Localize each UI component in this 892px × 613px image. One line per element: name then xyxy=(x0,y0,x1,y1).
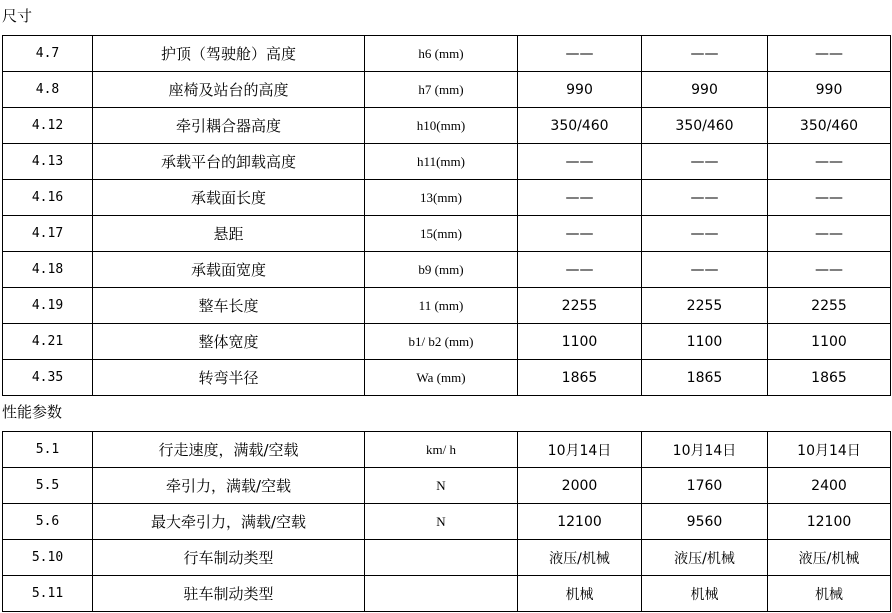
value-cell-1: —— xyxy=(518,216,642,252)
unit-cell: b9 (mm) xyxy=(365,252,518,288)
value-cell-2: 10月14日 xyxy=(642,432,768,468)
parameter-name-cell: 承载面长度 xyxy=(93,180,365,216)
value-cell-1: 1100 xyxy=(518,324,642,360)
value-cell-3: 1100 xyxy=(768,324,891,360)
parameter-name-cell: 悬距 xyxy=(93,216,365,252)
item-number-cell: 5.5 xyxy=(3,468,93,504)
table-row xyxy=(3,252,891,288)
parameter-name-cell: 最大牵引力，满载/空载 xyxy=(93,504,365,540)
unit-cell: 11 (mm) xyxy=(365,288,518,324)
value-cell-3: 1865 xyxy=(768,360,891,396)
parameter-name-cell: 行走速度，满载/空载 xyxy=(93,432,365,468)
value-cell-1: —— xyxy=(518,36,642,72)
item-number-cell: 5.11 xyxy=(3,576,93,612)
table-row xyxy=(3,180,891,216)
table-row xyxy=(3,216,891,252)
parameter-name-cell: 整车长度 xyxy=(93,288,365,324)
performance-table xyxy=(2,431,891,612)
value-cell-2: 1760 xyxy=(642,468,768,504)
value-cell-3: 2255 xyxy=(768,288,891,324)
value-cell-1: 12100 xyxy=(518,504,642,540)
value-cell-3: —— xyxy=(768,144,891,180)
parameter-name-cell: 承载面宽度 xyxy=(93,252,365,288)
table-row xyxy=(3,540,891,576)
unit-cell xyxy=(365,540,518,576)
unit-cell: N xyxy=(365,504,518,540)
table-row xyxy=(3,324,891,360)
item-number-cell: 4.7 xyxy=(3,36,93,72)
value-cell-2: —— xyxy=(642,252,768,288)
parameter-name-cell: 座椅及站台的高度 xyxy=(93,72,365,108)
value-cell-2: 1865 xyxy=(642,360,768,396)
value-cell-2: 机械 xyxy=(642,576,768,612)
value-cell-1: —— xyxy=(518,144,642,180)
item-number-cell: 5.6 xyxy=(3,504,93,540)
table-row xyxy=(3,576,891,612)
value-cell-1: 1865 xyxy=(518,360,642,396)
value-cell-2: 2255 xyxy=(642,288,768,324)
table-row xyxy=(3,72,891,108)
unit-cell: 15(mm) xyxy=(365,216,518,252)
value-cell-1: 液压/机械 xyxy=(518,540,642,576)
parameter-name-cell: 牵引力，满载/空载 xyxy=(93,468,365,504)
value-cell-2: —— xyxy=(642,216,768,252)
table-row xyxy=(3,360,891,396)
value-cell-2: 液压/机械 xyxy=(642,540,768,576)
parameter-name-cell: 整体宽度 xyxy=(93,324,365,360)
value-cell-3: 2400 xyxy=(768,468,891,504)
section-title-dimensions: 尺寸 xyxy=(2,7,33,25)
value-cell-1: 990 xyxy=(518,72,642,108)
value-cell-3: 350/460 xyxy=(768,108,891,144)
unit-cell: 13(mm) xyxy=(365,180,518,216)
value-cell-1: 2255 xyxy=(518,288,642,324)
item-number-cell: 4.8 xyxy=(3,72,93,108)
unit-cell: h10(mm) xyxy=(365,108,518,144)
value-cell-2: —— xyxy=(642,180,768,216)
item-number-cell: 4.18 xyxy=(3,252,93,288)
unit-cell: N xyxy=(365,468,518,504)
unit-cell: h6 (mm) xyxy=(365,36,518,72)
value-cell-1: 机械 xyxy=(518,576,642,612)
value-cell-1: 350/460 xyxy=(518,108,642,144)
value-cell-2: 350/460 xyxy=(642,108,768,144)
item-number-cell: 5.1 xyxy=(3,432,93,468)
value-cell-2: 9560 xyxy=(642,504,768,540)
table-row xyxy=(3,108,891,144)
item-number-cell: 4.13 xyxy=(3,144,93,180)
parameter-name-cell: 行车制动类型 xyxy=(93,540,365,576)
unit-cell: b1/ b2 (mm) xyxy=(365,324,518,360)
value-cell-1: 2000 xyxy=(518,468,642,504)
parameter-name-cell: 牵引耦合器高度 xyxy=(93,108,365,144)
item-number-cell: 4.19 xyxy=(3,288,93,324)
table-row xyxy=(3,504,891,540)
value-cell-2: —— xyxy=(642,36,768,72)
item-number-cell: 4.35 xyxy=(3,360,93,396)
value-cell-2: —— xyxy=(642,144,768,180)
value-cell-3: —— xyxy=(768,180,891,216)
unit-cell: km/ h xyxy=(365,432,518,468)
table-row xyxy=(3,36,891,72)
value-cell-1: —— xyxy=(518,180,642,216)
section-title-performance: 性能参数 xyxy=(2,403,63,421)
value-cell-2: 1100 xyxy=(642,324,768,360)
item-number-cell: 4.17 xyxy=(3,216,93,252)
value-cell-3: 990 xyxy=(768,72,891,108)
item-number-cell: 4.12 xyxy=(3,108,93,144)
table-row xyxy=(3,144,891,180)
item-number-cell: 4.16 xyxy=(3,180,93,216)
parameter-name-cell: 转弯半径 xyxy=(93,360,365,396)
value-cell-1: 10月14日 xyxy=(518,432,642,468)
unit-cell xyxy=(365,576,518,612)
parameter-name-cell: 护顶（驾驶舱）高度 xyxy=(93,36,365,72)
unit-cell: h7 (mm) xyxy=(365,72,518,108)
value-cell-3: —— xyxy=(768,252,891,288)
value-cell-3: 机械 xyxy=(768,576,891,612)
parameter-name-cell: 承载平台的卸载高度 xyxy=(93,144,365,180)
value-cell-3: 12100 xyxy=(768,504,891,540)
unit-cell: h11(mm) xyxy=(365,144,518,180)
parameter-name-cell: 驻车制动类型 xyxy=(93,576,365,612)
table-row xyxy=(3,288,891,324)
table-row xyxy=(3,468,891,504)
table-row xyxy=(3,432,891,468)
value-cell-3: 10月14日 xyxy=(768,432,891,468)
item-number-cell: 4.21 xyxy=(3,324,93,360)
dimensions-table xyxy=(2,35,891,396)
value-cell-3: —— xyxy=(768,216,891,252)
value-cell-3: 液压/机械 xyxy=(768,540,891,576)
value-cell-1: —— xyxy=(518,252,642,288)
item-number-cell: 5.10 xyxy=(3,540,93,576)
value-cell-3: —— xyxy=(768,36,891,72)
value-cell-2: 990 xyxy=(642,72,768,108)
unit-cell: Wa (mm) xyxy=(365,360,518,396)
